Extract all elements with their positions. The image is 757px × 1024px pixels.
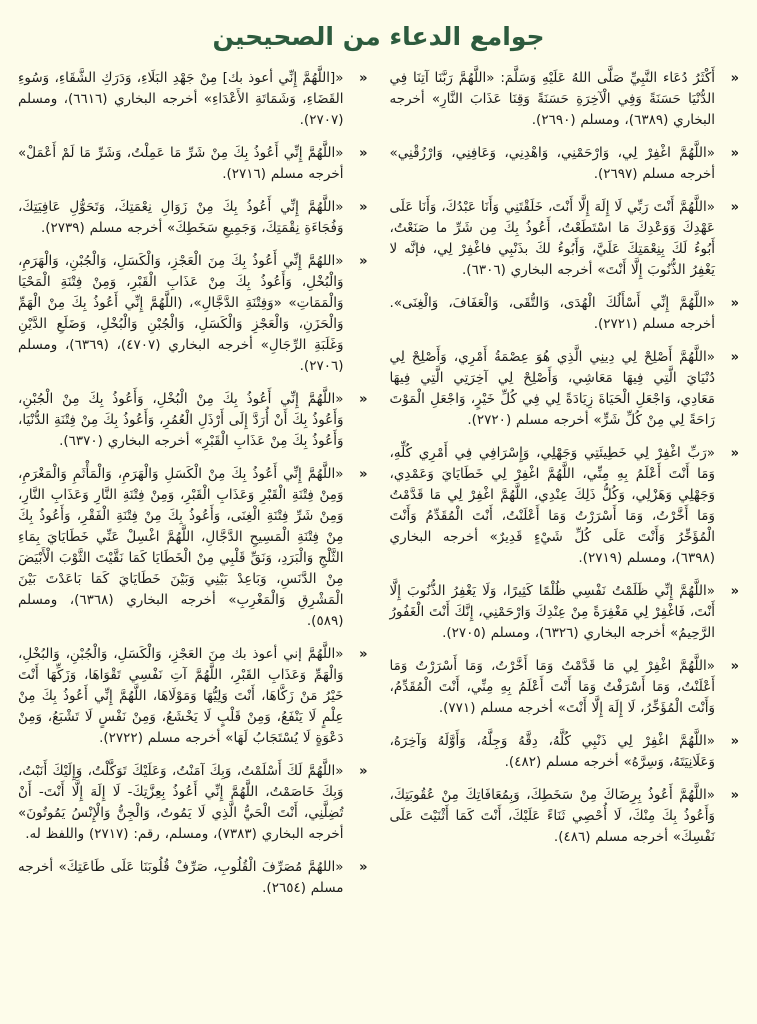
dua-paragraph: [18, 389, 368, 452]
dua-text: «اللَّهُمَّ اغْفِرْ لِي، وَارْحَمْنِي، وَاهْدِنِي، وَعَافِنِي، وَارْزُقْنِي» أخرجه مسلم (٢٦٩٧).: [389, 145, 715, 182]
dua-paragraph: [390, 443, 740, 569]
dua-text: «اللهُمَّ إِنِّي أَعُوذُ بِكَ مِنَ الْعَجْزِ، وَالْكَسَلِ، وَالْجُبْنِ، وَالْهَرَمِ، وَالْبُخْلِ، وَأَعُوذُ بِكَ مِنْ عَذَابِ الْقَبْرِ، وَمِنْ فِتْنَةِ الْمَحْيَا وَالْمَمَاتِ» «وَفِتْنَةِ الدَّجَّالِ»، (اللَّهُمَّ إِنِّي أَعُوذُ بِكَ مِنْ الْهَمِّ وَالْحَزَنِ، وَالْعَجْزِ وَالْكَسَلِ، وَالْجُبْنِ وَالْبُخْلِ، وَضَلَعِ الدَّيْنِ وَغَلَبَةِ الرِّجَالِ» أخرجه البخاري (٤٧٠٧)، (٦٣٦٩)، ومسلم (٢٧٠٦).: [18, 253, 344, 374]
dua-paragraph: [18, 143, 368, 185]
dua-text: «اللَّهُمَّ اغْفِرْ لِي ذَنْبِي كُلَّهُ، دِقَّهُ وَجِلَّهُ، وَأَوَّلَهُ وَآخِرَهُ، وَعَلَانِيَتَهُ، وَسِرَّهُ» أخرجه مسلم (٤٨٢).: [389, 733, 715, 770]
dua-paragraph: [390, 581, 740, 644]
dua-text: «اللَّهُمَّ إِنِّي أَعُوذُ بِكَ مِنْ شَرِّ مَا عَمِلْتُ، وَشَرِّ مَا لَمْ أَعْمَلْ» أخرجه مسلم (٢٧١٦).: [18, 145, 344, 182]
paragraph-bullet-icon: «: [359, 71, 368, 86]
paragraph-bullet-icon: «: [359, 254, 368, 269]
paragraph-bullet-icon: «: [359, 860, 368, 875]
columns-container: [18, 68, 739, 1014]
dua-text: «اللَّهُمَّ إِنِّي أَعُوذُ بِكَ مِنْ زَوَالِ نِعْمَتِكَ، وَتَحَوُّلِ عَافِيَتِكَ، وَفُجَاءَةِ نِقْمَتِكَ، وَجَمِيعِ سَخَطِكَ» أخرجه مسلم (٢٧٣٩).: [18, 199, 344, 236]
paragraph-bullet-icon: «: [359, 647, 368, 662]
dua-paragraph: [390, 197, 740, 281]
paragraph-bullet-icon: «: [359, 764, 368, 779]
dua-text: «اللَّهُمَّ إني أعوذ بك مِنَ العَجْزِ، وَالْكَسَلِ، وَالْجُبْنِ، وَالبُخْلِ، وَالْهَمِّ وَعَذَابِ القَبْرِ، اللَّهُمَّ آتِ نَفْسِي تَقْوَاهَا، وَزَكِّهَا أَنْتَ خَيْرُ مَنْ زَكَّاهَا، أَنْتَ وَلِيُّهَا وَمَوْلَاهَا، اللَّهُمَّ إِنِّي أَعُوذُ بِكَ مِنْ عِلْمٍ لَا يَنْفَعُ، وَمِنْ قَلْبٍ لَا يَخْشَعُ، وَمِنْ نَفْسٍ لَا تَشْبَعُ، وَمِنْ دَعْوَةٍ لَا يُسْتَجَابُ لَهَا» أخرجه مسلم (٢٧٢٢).: [18, 646, 344, 746]
paragraph-bullet-icon: «: [730, 446, 739, 461]
paragraph-bullet-icon: «: [730, 200, 739, 215]
dua-paragraph: [390, 143, 740, 185]
paragraph-bullet-icon: «: [730, 296, 739, 311]
column-left: [18, 68, 368, 899]
dua-text: «اللَّهُمَّ إِنِّي ظَلَمْتُ نَفْسِي ظُلْمًا كَثِيرًا، وَلَا يَغْفِرُ الذُّنُوبَ إِلَّا أَنْتَ، فَاغْفِرْ لِي مَغْفِرَةً مِنْ عِنْدِكَ وَارْحَمْنِي، إِنَّكَ أَنْتَ الْغَفُورُ الرَّحِيمُ» أخرجه البخاري (٦٣٢٦)، ومسلم (٢٧٠٥).: [389, 583, 715, 641]
dua-paragraph: [18, 857, 368, 899]
dua-paragraph: [18, 761, 368, 845]
dua-text: «[اللَّهُمَّ إِنِّي أعوذ بك] مِنْ جَهْدِ البَلَاءِ، وَدَرَكِ الشَّقَاءِ، وَسُوءِ القَضَاءِ، وَشَمَاتَةِ الأَعْدَاءِ» أخرجه البخاري (٦٦١٦)، ومسلم (٢٧٠٧).: [18, 70, 344, 128]
dua-paragraph: [390, 656, 740, 719]
paragraph-bullet-icon: «: [730, 659, 739, 674]
dua-text: «رَبِّ اغْفِرْ لِي خَطِيئَتِي وَجَهْلِي، وَإِسْرَافِي فِي أَمْرِي كُلِّهِ، وَمَا أَنْتَ أَعْلَمُ بِهِ مِنِّي، اللَّهُمَّ اغْفِرْ لِي خَطَايَايَ وَعَمْدِي، وَجَهْلِي وَهَزْلِي، وَكُلُّ ذَلِكَ عِنْدِي، اللَّهُمَّ اغْفِرْ لِي مَا قَدَّمْتُ وَمَا أَخَّرْتُ، وَمَا أَسْرَرْتُ وَمَا أَعْلَنْتُ، أَنْتَ الْمُقَدِّمُ وَأَنْتَ الْمُؤَخِّرُ وَأَنْتَ عَلَى كُلِّ شَيْءٍ قَدِيرٌ» أخرجه البخاري (٦٣٩٨)، ومسلم (٢٧١٩).: [389, 445, 715, 566]
dua-paragraph: [18, 251, 368, 377]
paragraph-bullet-icon: «: [359, 392, 368, 407]
dua-text: «اللَّهُمَّ إِنِّي أَعُوذُ بِكَ مِنْ الْبُخْلِ، وَأَعُوذُ بِكَ مِنْ الْجُبْنِ، وَأَعُوذُ بِكَ أَنْ أُرَدَّ إِلَى أَرْذَلِ الْعُمُرِ، وَأَعُوذُ بِكَ مِنْ فِتْنَةِ الدُّنْيَا، وَأَعُوذُ بِكَ مِنْ عَذَابِ الْقَبْرِ» أخرجه البخاري (٦٣٧٠).: [18, 391, 344, 449]
column-right: [390, 68, 740, 848]
paragraph-bullet-icon: «: [730, 71, 739, 86]
dua-paragraph: [18, 68, 368, 131]
dua-paragraph: [18, 464, 368, 632]
dua-paragraph: [390, 347, 740, 431]
dua-text: أَكْثَرُ دُعَاء النَّبِيِّ صَلَّى اللهُ عَلَيْهِ وَسَلَّمَ: «اللَّهُمَّ رَبَّنَا آتِنَا فِي الدُّنْيَا حَسَنَةً وَفِي الْآخِرَةِ حَسَنَةً وَقِنَا عَذَابَ النَّارِ» أخرجه البخاري (٦٣٨٩)، ومسلم (٢٦٩٠).: [389, 70, 715, 128]
dua-paragraph: [390, 293, 740, 335]
dua-paragraph: [18, 644, 368, 749]
dua-paragraph: [390, 785, 740, 848]
paragraph-bullet-icon: «: [359, 200, 368, 215]
paragraph-bullet-icon: «: [730, 350, 739, 365]
dua-paragraph: [390, 68, 740, 131]
page-title: جوامع الدعاء من الصحيحين: [212, 22, 545, 51]
dua-text: «اللَّهُمَّ إِنِّي أَعُوذُ بِكَ مِنْ الْكَسَلِ وَالْهَرَمِ، وَالْمَأْثَمِ وَالْمَغْرَمِ، وَمِنْ فِتْنَةِ الْقَبْرِ وَعَذَابِ الْقَبْرِ، وَمِنْ فِتْنَةِ النَّارِ وَعَذَابِ النَّارِ، وَمِنْ شَرِّ فِتْنَةِ الْغِنَى، وَأَعُوذُ بِكَ مِنْ فِتْنَةِ الْفَقْرِ، وَأَعُوذُ بِكَ مِنْ فِتْنَةِ الْمَسِيحِ الدَّجَّالِ، اللَّهُمَّ اغْسِلْ عَنِّي خَطَايَايَ بِمَاءِ الثَّلْجِ وَالْبَرَدِ، وَنَقِّ قَلْبِي مِنْ الْخَطَايَا كَمَا نَقَّيْتَ الثَّوْبَ الْأَبْيَضَ مِنْ الدَّنَسِ، وَبَاعِدْ بَيْنِي وَبَيْنَ خَطَايَايَ كَمَا بَاعَدْتَ بَيْنَ الْمَشْرِقِ وَالْمَغْرِبِ» أخرجه البخاري (٦٣٦٨)، ومسلم (٥٨٩).: [18, 466, 344, 629]
dua-text: «اللَّهُمَّ أَصْلِحْ لِي دِينِي الَّذِي هُوَ عِصْمَةُ أَمْرِي، وَأَصْلِحْ لِي دُنْيَايَ الَّتِي فِيهَا مَعَاشِي، وَأَصْلِحْ لِي آخِرَتِي الَّتِي فِيهَا مَعَادِي، وَاجْعَلِ الْحَيَاةَ زِيَادَةً لِي فِي كُلِّ خَيْرٍ، وَاجْعَلِ الْمَوْتَ رَاحَةً لِي مِنْ كُلِّ شَرٍّ» أخرجه مسلم (٢٧٢٠).: [389, 349, 715, 428]
dua-text: «اللَّهُمَّ إِنِّي أَسْأَلُكَ الْهُدَى، وَالتُّقَى، وَالْعَفَافَ، وَالْغِنَى». أخرجه مسلم (٢٧٢١).: [389, 295, 715, 332]
dua-text: «اللَّهُمَّ اغْفِرْ لِي مَا قَدَّمْتُ وَمَا أَخَّرْتُ، وَمَا أَسْرَرْتُ وَمَا أَعْلَنْتُ، وَمَا أَسْرَفْتُ وَمَا أَنْتَ أَعْلَمُ بِهِ مِنِّي، أَنْتَ الْمُقَدِّمُ، وَأَنْتَ الْمُؤَخِّرُ، لَا إِلَهَ إِلَّا أَنْتَ» أخرجه مسلم (٧٧١).: [389, 658, 715, 716]
dua-paragraph: [18, 197, 368, 239]
paragraph-bullet-icon: «: [359, 146, 368, 161]
paragraph-bullet-icon: «: [730, 584, 739, 599]
dua-text: «اللَّهُمَّ أَعُوذُ بِرِضَاكَ مِنْ سَخَطِكَ، وَبِمُعَافَاتِكَ مِنْ عُقُوبَتِكَ، وَأَعُوذُ بِكَ مِنْكَ، لَا أُحْصِي ثَنَاءً عَلَيْكَ، أَنْتَ كَمَا أَثْنَيْتَ عَلَى نَفْسِكَ» أخرجه مسلم (٤٨٦).: [389, 787, 715, 845]
paragraph-bullet-icon: «: [730, 734, 739, 749]
dua-text: «اللَّهُمَّ أَنْتَ رَبِّي لَا إِلَهَ إِلَّا أَنْتَ، خَلَقْتَنِي وَأَنَا عَبْدُكَ، وَأَنَا عَلَى عَهْدِكَ وَوَعْدِكَ مَا اسْتَطَعْتُ، أَعُوذُ بِكَ مِن شَرِّ ما صَنَعْتُ، أَبُوءُ لَكَ بِنِعْمَتِكَ عَلَيَّ، وَأَبُوءُ لكَ بذَنْبِي فاغْفِرْ لِي، فإنَّه لا يَغْفِرُ الذُّنُوبَ إِلَّا أَنْتَ» أخرجه البخاري (٦٣٠٦).: [389, 199, 715, 278]
paragraph-bullet-icon: «: [359, 467, 368, 482]
dua-paragraph: [390, 731, 740, 773]
paragraph-bullet-icon: «: [730, 788, 739, 803]
paragraph-bullet-icon: «: [730, 146, 739, 161]
dua-text: «اللهُمَّ مُصَرِّفَ الْقُلُوبِ، صَرِّفْ قُلُوبَنَا عَلَى طَاعَتِكَ» أخرجه مسلم (٢٦٥٤).: [18, 859, 344, 896]
dua-text: «اللَّهُمَّ لَكَ أَسْلَمْتُ، وَبِكَ آمَنْتُ، وَعَلَيْكَ تَوَكَّلْتُ، وَإِلَيْكَ أَنَبْتُ، وَبِكَ خَاصَمْتُ، اللَّهُمَّ إِنِّي أَعُوذُ بِعِزَّتِكَ- لَا إِلَهَ إِلَّا أَنْتَ- أَنْ تُضِلَّنِي، أَنْتَ الْحَيُّ الَّذِي لَا يَمُوتُ، وَالْجِنُّ وَالْإِنْسُ يَمُوتُونَ» أخرجه البخاري (٧٣٨٣)، ومسلم، رقم: (٢٧١٧) واللفظ له.: [18, 763, 344, 842]
